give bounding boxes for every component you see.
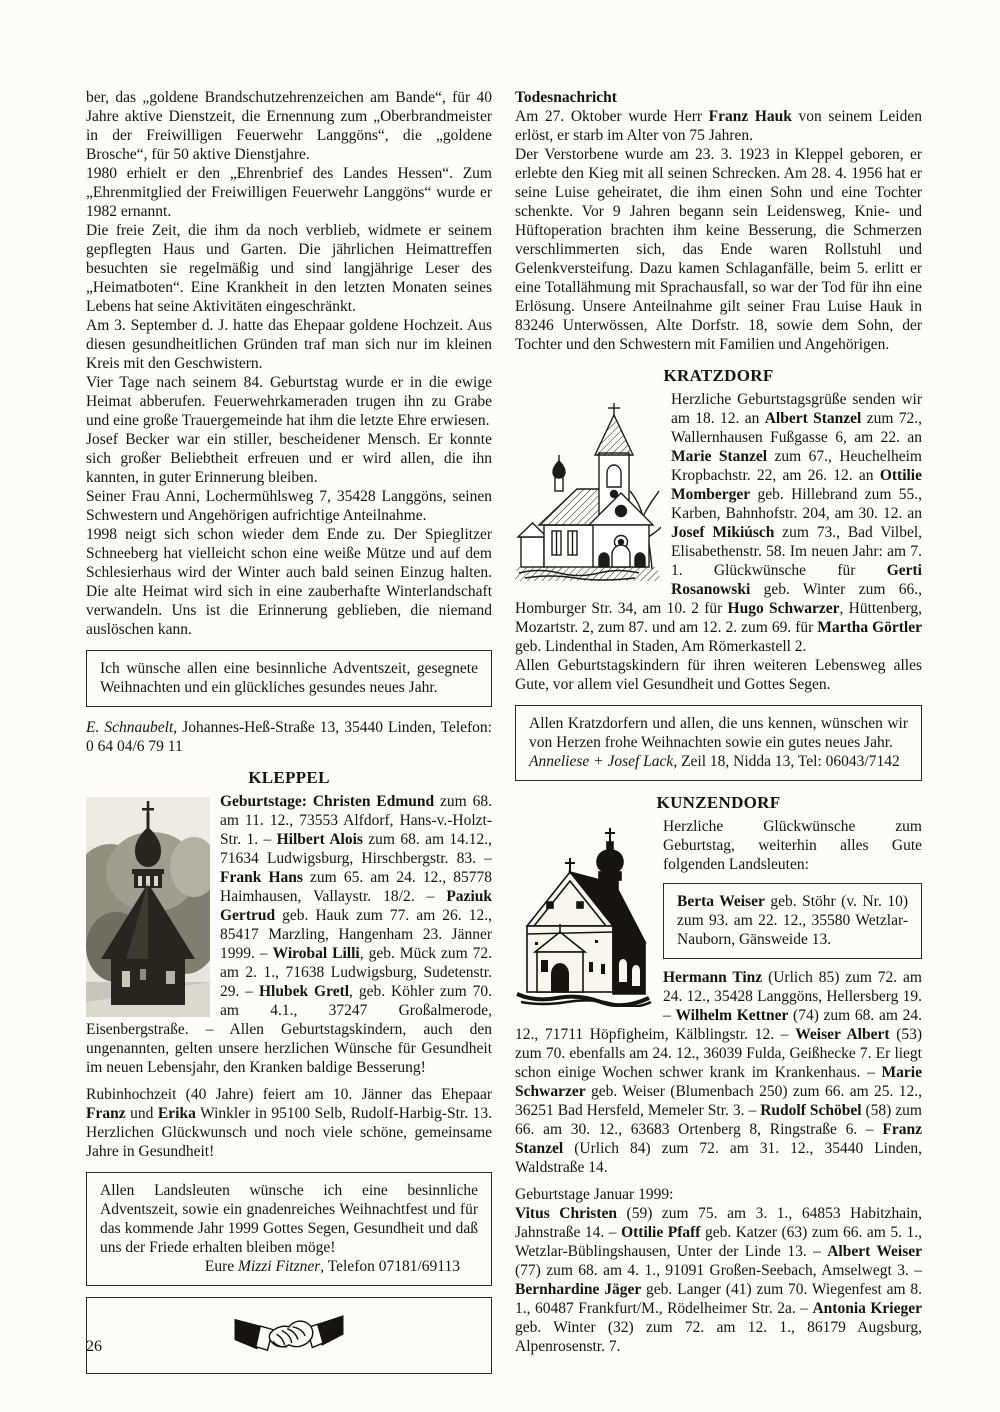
kleppel-section [86,792,492,1077]
kratzdorf-church-drawing [515,395,661,587]
obituary-paragraph: Josef Becker war ein stiller, bescheidener Mensch. Er konnte sich großer Beliebtheit erfreuen und er wird allen, die ihn kannten, in guter Erinnerung bleiben. [86,431,492,486]
kunzendorf-church-drawing [515,822,653,1007]
obituary-paragraph: Die freie Zeit, die ihm da noch verblieb, widmete er seinem gepflegten Haus und Garten. Die jährlichen Heimattreffen besuchten sie regelmäßig und sind langjährige Leser des „Heimatboten“. Eine Krankheit in den letzten Monaten seines Lebens hat seine Aktivitäten eingeschränkt. [86,222,492,315]
advent-wish-text: Ich wünsche allen eine besinnliche Adventszeit, gesegnete Weihnachten und ein glückliches gesundes neues Jahr. [100,660,478,696]
kunzendorf-january-birthdays: Vitus Christen (59) zum 75. am 3. 1., 64853 Habitzhain, Jahnstraße 14. – Ottilie Pfaff geb. Katzer (63) zum 66. am 5. 1., Wetzlar-Büblingshausen, Unter der Linde 13. – Albert Weiser (77) zum 68. am 4. 1., 91091 Großen-Seebach, Amselwegt 3. – Bernhardine Jäger geb. Langer (41) zum 70. Wiegenfest am 8. 1., 60487 Frankfurt/M., Rödelheimer Str. 2a. – Antonia Krieger geb. Winter (32) zum 72. am 12. 1., 86179 Augsburg, Alpenrosenstr. 7. [515,1205,923,1355]
section-heading-kleppel: KLEPPEL [248,768,330,787]
obituary-paragraph: ber, das „goldene Brandschutzehrenzeichen am Bande“, für 40 Jahre aktive Dienstzeit, die Ernennung zum „Oberbrandmeister in der Freiwilligen Feuerwehr Langgöns“, die „goldene Brosche“, für 50 aktive Dienstjahre. [86,89,492,163]
kleppel-birthdays-paragraph: Geburtstage: Christen Edmund zum 68. am 11. 12., 73553 Alfdorf, Hans-v.-Holzt-Str. 1. – Hilbert Alois zum 68. am 14.12., 71634 Ludwigsburg, Hirschbergstr. 83. – Frank Hans zum 65. am 24. 12., 85778 Haimhausen, Vallaystr. 18/2. – Paziuk Gertrud geb. Hauk zum 77. am 26. 12., 85417 Marzling, Hangenham 23. Jänner 1999. – Wirobal Lilli, geb. Mück zum 72. am 2. 1., 71638 Ludwigsburg, Sudetenstr. 29. – Hlubek Gretl, geb. Köhler zum 70. am 4.1., 37247 Großalmerode, Eisenbergstraße. – Allen Geburtstagskindern, auch den ungenannten, gelten unsere herzlichen Wünsche für Gesundheit im neuen Lebensjahr, den Kranken baldige Besserung! [86,793,493,1076]
section-heading-kratzdorf: KRATZDORF [663,366,774,385]
handshake-illustration [229,1309,349,1361]
january-birthdays-heading: Geburtstage Januar 1999: [515,1186,674,1203]
greeting-signoff: Eure Mizzi Fitzner, Telefon 07181/69113 [204,1258,460,1275]
right-column [515,88,922,1356]
obituary-paragraph: 1980 erhielt er den „Ehrenbrief des Landes Hessen“. Zum „Ehrenmitglied der Freiwilligen Feuerwehr Langgöns“ wurde er 1982 ernannt. [86,165,492,220]
greeting-text: Allen Landsleuten wünsche ich eine besinnliche Adventszeit, sowie ein gnadenreiches Weihnachtfest und für das kommende Jahr 1999 Gottes Segen, Gesundheit und daß uns der Friede erhalten bleiben möge! [100,1182,478,1256]
handshake-box [86,1297,492,1374]
left-column [86,88,492,1385]
obituary-paragraph: Am 3. September d. J. hatte das Ehepaar goldene Hochzeit. Aus diesen gesundheitlichen Gründen traf man sich nur im kleinen Kreis mit den Geschwistern. [86,317,492,372]
kratzdorf-greeting-text: Allen Kratzdorfern und allen, die uns kennen, wünschen wir von Herzen frohe Weihnachten sowie ein gutes neues Jahr. [529,715,908,751]
advent-wish-box [86,650,492,707]
todesnachricht-heading: Todesnachricht [515,89,617,106]
obituary-paragraph: Seiner Frau Anni, Lochermühlsweg 7, 35428 Langgöns, seinen Schwestern und Angehörigen aufrichtige Anteilnahme. [86,488,492,524]
ruby-wedding-paragraph: Rubinhochzeit (40 Jahre) feiert am 10. Jänner das Ehepaar Franz und Erika Winkler in 95100 Selb, Rudolf-Harbig-Str. 13. Herzlichen Glückwunsch und noch viele schöne, gemeinsame Jahre in Gesundheit! [86,1086,493,1160]
page-number: 26 [86,1338,102,1355]
kratzdorf-section [515,390,922,694]
berta-weiser-box [663,883,922,959]
berta-weiser-text: Berta Weiser geb. Stöhr (v. Nr. 10) zum 93. am 22. 12., 35580 Wetzlar-Nauborn, Gänsweide 13. [677,893,908,948]
kratzdorf-closing-paragraph: Allen Geburtstagskindern für ihren weiteren Lebensweg alles Gute, vor allem viel Gesundheit und Gottes Segen. [515,657,922,693]
kratzdorf-greeting-box [515,705,922,781]
kunzendorf-section [515,817,922,1177]
kunzendorf-december-birthdays: Hermann Tinz (Urlich 85) zum 72. am 24. 12., 35428 Langgöns, Hellersberg 19. – Wilhelm Kettner (74) zum 68. am 24. 12., 71711 Höpfigheim, Kälblingstr. 12. – Weiser Albert (53) zum 70. ebenfalls am 24. 12., 36039 Fulda, Geißhecke 7. Er liegt schon einige Wochen schwer krank im Krankenhaus. – Marie Schwarzer geb. Weiser (Blumenbach 250) zum 66. am 25. 12., 36251 Bad Hersfeld, Memeler Str. 3. – Rudolf Schöbel (58) zum 66. am 30. 12., 63683 Ortenberg 8, Ringstraße 6. – Franz Stanzel (Urlich 84) zum 72. am 31. 12., 35440 Linden, Waldstraße 14. [515,969,923,1176]
landsleute-greeting-box [86,1172,492,1286]
kunzendorf-intro: Herzliche Glückwünsche zum Geburtstag, weiterhin alles Gute folgenden Landsleuten: [663,818,922,873]
obituary-paragraph: 1998 neigt sich schon wieder dem Ende zu. Der Spieglitzer Schneeberg hat vielleicht schon eine weiße Mütze und auf dem Schlesierhaus wird der Winter auch bald seinen Einzug halten. Die alte Heimat wird sich in eine zauberhafte Winterlandschaft verwandeln. Uns ist die Erinnerung geblieben, die niemand auslöschen kann. [86,526,492,638]
section-heading-kunzendorf: KUNZENDORF [656,793,781,812]
todesnachricht-paragraph: Der Verstorbene wurde am 23. 3. 1923 in Kleppel geboren, er erlebte den Kieg mit all seinen Schrecken. Am 28. 4. 1956 hat er seine Luise geheiratet, die ihm einen Sohn und eine Tochter schenkte. Vor 9 Jahren begann sein Leidensweg, Knie- und Hüftoperation brachten ihm keine Besserung, die Schmerzen verschlimmerten sich, das Ende waren Rollstuhl und Gelenkversteifung. Dazu kamen Schlaganfälle, beim 5. erlitt er eine Totallähmung mit Sprachausfall, so war der Tod für ihn eine Erlösung. Unsere Anteilnahme gilt seiner Frau Luise Hauk in 83246 Unterwössen, Alte Dorfstr. 18, sowie dem Sohn, der Tochter und den Schwestern mit Familien und Angehörigen. [515,146,922,353]
kratzdorf-birthdays-paragraph: Herzliche Geburtstagsgrüße senden wir am 18. 12. an Albert Stanzel zum 72., Wallernhausen Fußgasse 6, am 22. an Marie Stanzel zum 67., Heuchelheim Kropbachstr. 22, am 26. 12. an Ottilie Momberger geb. Hillebrand zum 55., Karben, Bahnhofstr. 204, am 30. 12. an Josef Mikiúsch zum 73., Bad Vilbel, Elisabethenstr. 58. Im neuen Jahr: am 7. 1. Glückwünsche für Gerti Rosanowski geb. Winter zum 66., Homburger Str. 34, am 10. 2 für Hugo Schwarzer, Hüttenberg, Mozartstr. 2, zum 87. und am 12. 2. zum 69. für Martha Görtler geb. Lindenthal in Staden, Am Römerkastell 2. [515,391,923,655]
kleppel-church-photo [86,797,210,1017]
obituary-paragraph: Vier Tage nach seinem 84. Geburtstag wurde er in die ewige Heimat abberufen. Feuerwehrkameraden trugen ihn zu Grabe und eine große Trauergemeinde hat ihm die letzte Ehre erwiesen. [86,374,492,429]
contact-line: E. Schnaubelt, Johannes-Heß-Straße 13, 35440 Linden, Telefon: 0 64 04/6 79 11 [86,719,492,755]
todesnachricht-paragraph: Am 27. Oktober wurde Herr Franz Hauk von seinem Leiden erlöst, er starb im Alter von 75 Jahren. [515,108,922,144]
kratzdorf-greeting-signoff: Anneliese + Josef Lack, Zeil 18, Nidda 13, Tel: 06043/7142 [529,753,900,770]
